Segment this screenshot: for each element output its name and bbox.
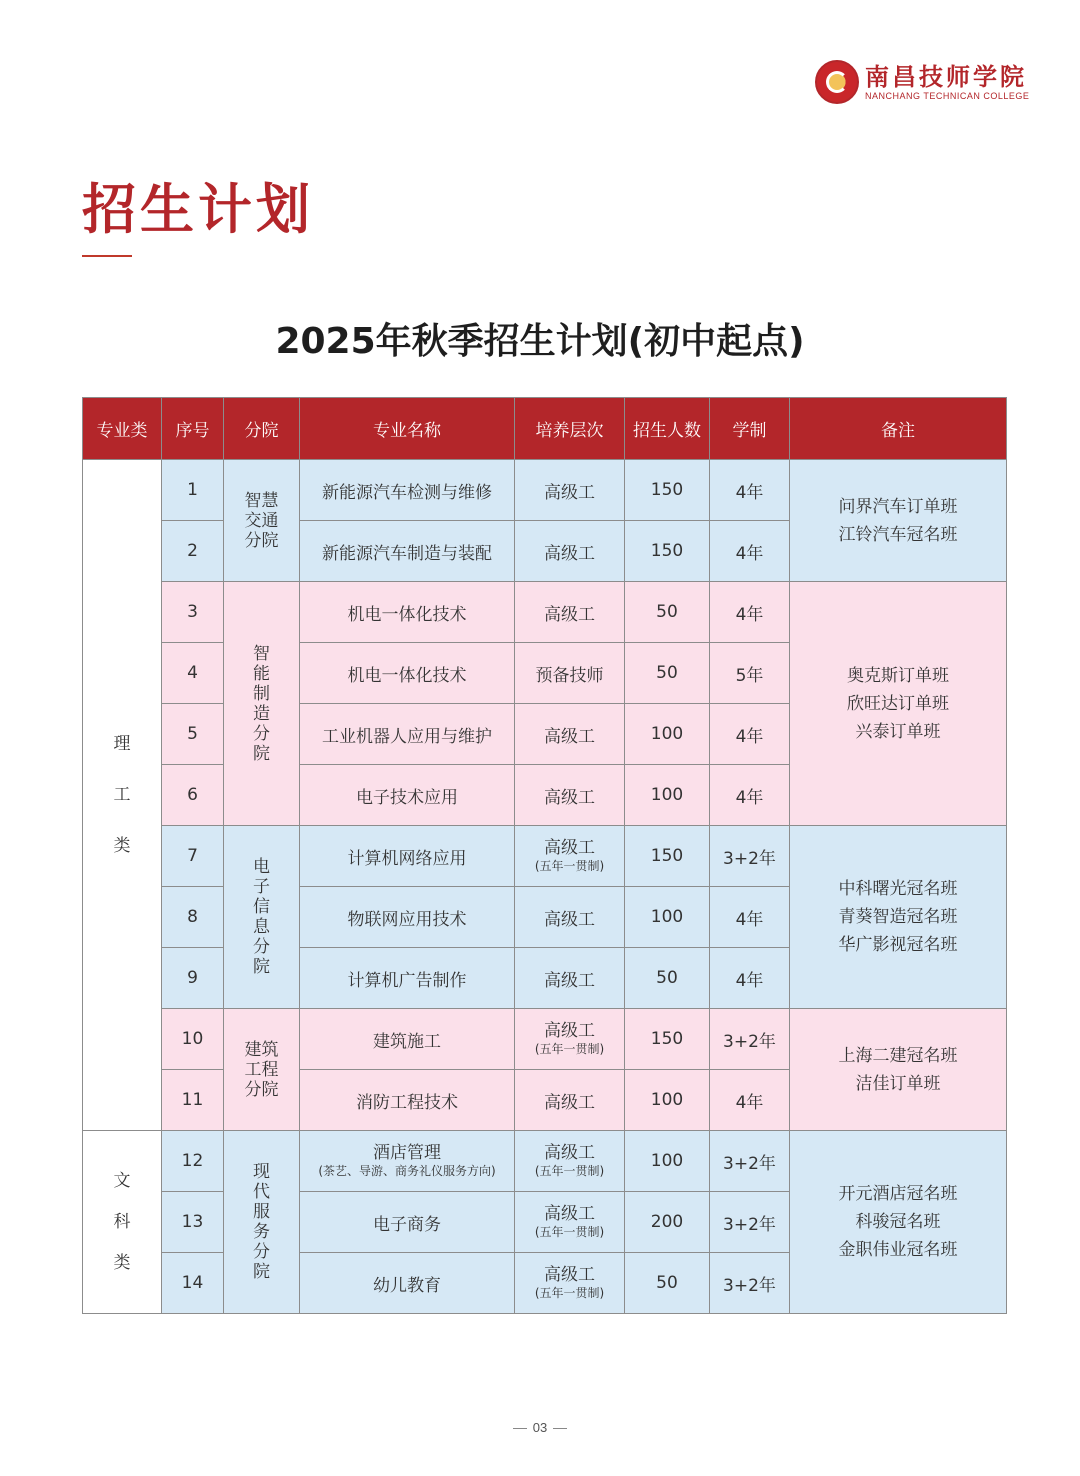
enrollment-count: 50 (625, 582, 710, 643)
note-line: 青葵智造冠名班 (838, 907, 958, 927)
training-level: 高级工 (515, 948, 625, 1009)
branch-cell (224, 582, 300, 826)
table-row (83, 826, 1007, 887)
branch-line: 造 (253, 703, 270, 724)
enrollment-count: 100 (625, 704, 710, 765)
training-level: 高级工 (515, 1070, 625, 1131)
branch-line: 信 (253, 897, 270, 917)
major-name: 机电一体化技术 (300, 582, 515, 643)
table-row (83, 582, 1007, 643)
enrollment-count: 200 (625, 1192, 710, 1253)
page-number (0, 1420, 1080, 1435)
branch-line: 子 (253, 877, 270, 897)
duration: 4年 (710, 582, 790, 643)
major-name: 建筑施工 (300, 1009, 515, 1070)
note-line: 金职伟业冠名班 (838, 1240, 958, 1260)
branch-line: 智 (253, 643, 270, 664)
college-emblem-icon (815, 60, 859, 104)
page-number-text: 03 (532, 1420, 548, 1435)
row-number: 12 (162, 1131, 224, 1192)
major-name: 计算机网络应用 (300, 826, 515, 887)
branch-line: 院 (253, 1262, 270, 1282)
duration: 3+2年 (710, 1009, 790, 1070)
branch-line: 工程 (244, 1059, 279, 1080)
branch-line: 分 (253, 723, 270, 744)
table-row (83, 1131, 1007, 1192)
duration: 3+2年 (710, 1131, 790, 1192)
note-line: 欣旺达订单班 (847, 693, 949, 714)
training-level (515, 1192, 625, 1253)
duration: 4年 (710, 521, 790, 582)
enrollment-count: 150 (625, 521, 710, 582)
branch-line: 制 (253, 683, 270, 704)
table-title: 2025年秋季招生计划(初中起点) (275, 321, 805, 362)
note-line: 洁佳订单班 (855, 1073, 941, 1094)
branch-line: 智慧 (244, 490, 279, 511)
major-name: 新能源汽车制造与装配 (300, 521, 515, 582)
major-main: 酒店管理 (373, 1143, 441, 1163)
row-number: 11 (162, 1070, 224, 1131)
branch-line: 交通 (244, 510, 279, 531)
row-number: 1 (162, 460, 224, 521)
major-name: 机电一体化技术 (300, 643, 515, 704)
header-duration: 学制 (710, 398, 790, 460)
category-char: 类 (113, 1252, 131, 1273)
branch-line: 分院 (244, 530, 279, 551)
row-number: 8 (162, 887, 224, 948)
branch-cell (224, 826, 300, 1009)
branch-line: 务 (253, 1222, 270, 1242)
row-number: 7 (162, 826, 224, 887)
duration: 3+2年 (710, 826, 790, 887)
category-cell-science (83, 460, 162, 1131)
branch-line: 代 (253, 1182, 270, 1202)
page-title: 招生计划 (82, 177, 314, 241)
level-main: 高级工 (544, 1265, 595, 1285)
note-line: 上海二建冠名班 (838, 1045, 958, 1066)
logo-name-cn: 南昌技师学院 (865, 61, 1027, 91)
branch-line: 能 (253, 663, 270, 684)
major-name: 幼儿教育 (300, 1253, 515, 1314)
notes-cell (790, 460, 1007, 582)
duration: 4年 (710, 765, 790, 826)
row-number: 6 (162, 765, 224, 826)
row-number: 3 (162, 582, 224, 643)
category-char: 科 (113, 1211, 131, 1232)
category-char: 类 (113, 835, 131, 856)
major-name: 电子技术应用 (300, 765, 515, 826)
header-branch: 分院 (224, 398, 300, 460)
level-main: 高级工 (544, 1021, 595, 1041)
training-level (515, 1253, 625, 1314)
major-sub: (茶艺、导游、商务礼仪服务方向) (318, 1164, 496, 1178)
major-name: 电子商务 (300, 1192, 515, 1253)
training-level: 高级工 (515, 582, 625, 643)
major-name: 工业机器人应用与维护 (300, 704, 515, 765)
branch-cell (224, 1009, 300, 1131)
level-main: 高级工 (544, 1204, 595, 1224)
branch-line: 分 (253, 1242, 270, 1262)
level-sub: (五年一贯制) (534, 1225, 605, 1239)
duration: 4年 (710, 1070, 790, 1131)
major-name: 计算机广告制作 (300, 948, 515, 1009)
duration: 4年 (710, 460, 790, 521)
branch-cell (224, 1131, 300, 1314)
header-major: 专业名称 (300, 398, 515, 460)
header-level: 培养层次 (515, 398, 625, 460)
row-number: 14 (162, 1253, 224, 1314)
branch-line: 息 (253, 917, 270, 937)
enrollment-count: 50 (625, 643, 710, 704)
table-row (83, 460, 1007, 521)
branch-line: 院 (253, 957, 270, 977)
training-level: 高级工 (515, 460, 625, 521)
category-char: 文 (113, 1170, 131, 1191)
training-level: 预备技师 (515, 643, 625, 704)
duration: 4年 (710, 704, 790, 765)
level-sub: (五年一贯制) (534, 1286, 605, 1300)
header-enrollment: 招生人数 (625, 398, 710, 460)
row-number: 4 (162, 643, 224, 704)
enrollment-count: 100 (625, 1131, 710, 1192)
level-sub: (五年一贯制) (534, 1042, 605, 1056)
enrollment-count: 150 (625, 1009, 710, 1070)
table-header-row (83, 398, 1007, 460)
duration: 4年 (710, 948, 790, 1009)
level-main: 高级工 (544, 1143, 595, 1163)
note-line: 中科曙光冠名班 (838, 879, 958, 899)
enrollment-count: 100 (625, 887, 710, 948)
duration: 3+2年 (710, 1253, 790, 1314)
level-sub: (五年一贯制) (534, 1164, 605, 1178)
branch-cell (224, 460, 300, 582)
notes-cell (790, 826, 1007, 1009)
note-line: 问界汽车订单班 (838, 496, 958, 517)
page-number-dash (553, 1428, 567, 1429)
note-line: 科骏冠名班 (855, 1212, 941, 1232)
branch-line: 分院 (244, 1079, 279, 1100)
duration: 3+2年 (710, 1192, 790, 1253)
header-notes: 备注 (790, 398, 1007, 460)
branch-line: 建筑 (244, 1039, 279, 1060)
training-level (515, 1009, 625, 1070)
branch-line: 分 (253, 937, 270, 957)
branch-line: 现 (253, 1162, 270, 1182)
training-level (515, 1131, 625, 1192)
row-number: 5 (162, 704, 224, 765)
branch-line: 院 (253, 743, 270, 764)
duration: 4年 (710, 887, 790, 948)
training-level: 高级工 (515, 887, 625, 948)
duration: 5年 (710, 643, 790, 704)
enrollment-count: 50 (625, 1253, 710, 1314)
title-underline (82, 255, 132, 257)
enrollment-plan-table (82, 397, 1007, 1314)
major-name (300, 1131, 515, 1192)
enrollment-count: 150 (625, 460, 710, 521)
table-row (83, 1009, 1007, 1070)
note-line: 华广影视冠名班 (838, 935, 958, 955)
training-level: 高级工 (515, 704, 625, 765)
category-char: 工 (113, 784, 131, 805)
logo-name-en: NANCHANG TECHNICAN COLLEGE (865, 90, 1030, 101)
training-level (515, 826, 625, 887)
row-number: 9 (162, 948, 224, 1009)
header-category: 专业类 (83, 398, 162, 460)
enrollment-count: 50 (625, 948, 710, 1009)
college-logo (815, 60, 1029, 104)
notes-cell (790, 582, 1007, 826)
enrollment-count: 100 (625, 765, 710, 826)
enrollment-count: 100 (625, 1070, 710, 1131)
page-number-dash (513, 1428, 527, 1429)
note-line: 开元酒店冠名班 (838, 1184, 958, 1204)
notes-cell (790, 1131, 1007, 1314)
row-number: 2 (162, 521, 224, 582)
note-line: 江铃汽车冠名班 (838, 524, 958, 545)
category-cell-liberal-arts (83, 1131, 162, 1314)
notes-cell (790, 1009, 1007, 1131)
row-number: 10 (162, 1009, 224, 1070)
major-name: 物联网应用技术 (300, 887, 515, 948)
major-name: 新能源汽车检测与维修 (300, 460, 515, 521)
category-char: 理 (113, 733, 131, 754)
row-number: 13 (162, 1192, 224, 1253)
note-line: 奥克斯订单班 (847, 665, 949, 686)
note-line: 兴泰订单班 (855, 721, 941, 742)
branch-line: 服 (253, 1202, 270, 1222)
level-sub: (五年一贯制) (534, 859, 605, 873)
branch-line: 电 (253, 857, 270, 877)
level-main: 高级工 (544, 838, 595, 858)
enrollment-count: 150 (625, 826, 710, 887)
logo-text (865, 63, 1029, 102)
header-number: 序号 (162, 398, 224, 460)
training-level: 高级工 (515, 521, 625, 582)
major-name: 消防工程技术 (300, 1070, 515, 1131)
training-level: 高级工 (515, 765, 625, 826)
